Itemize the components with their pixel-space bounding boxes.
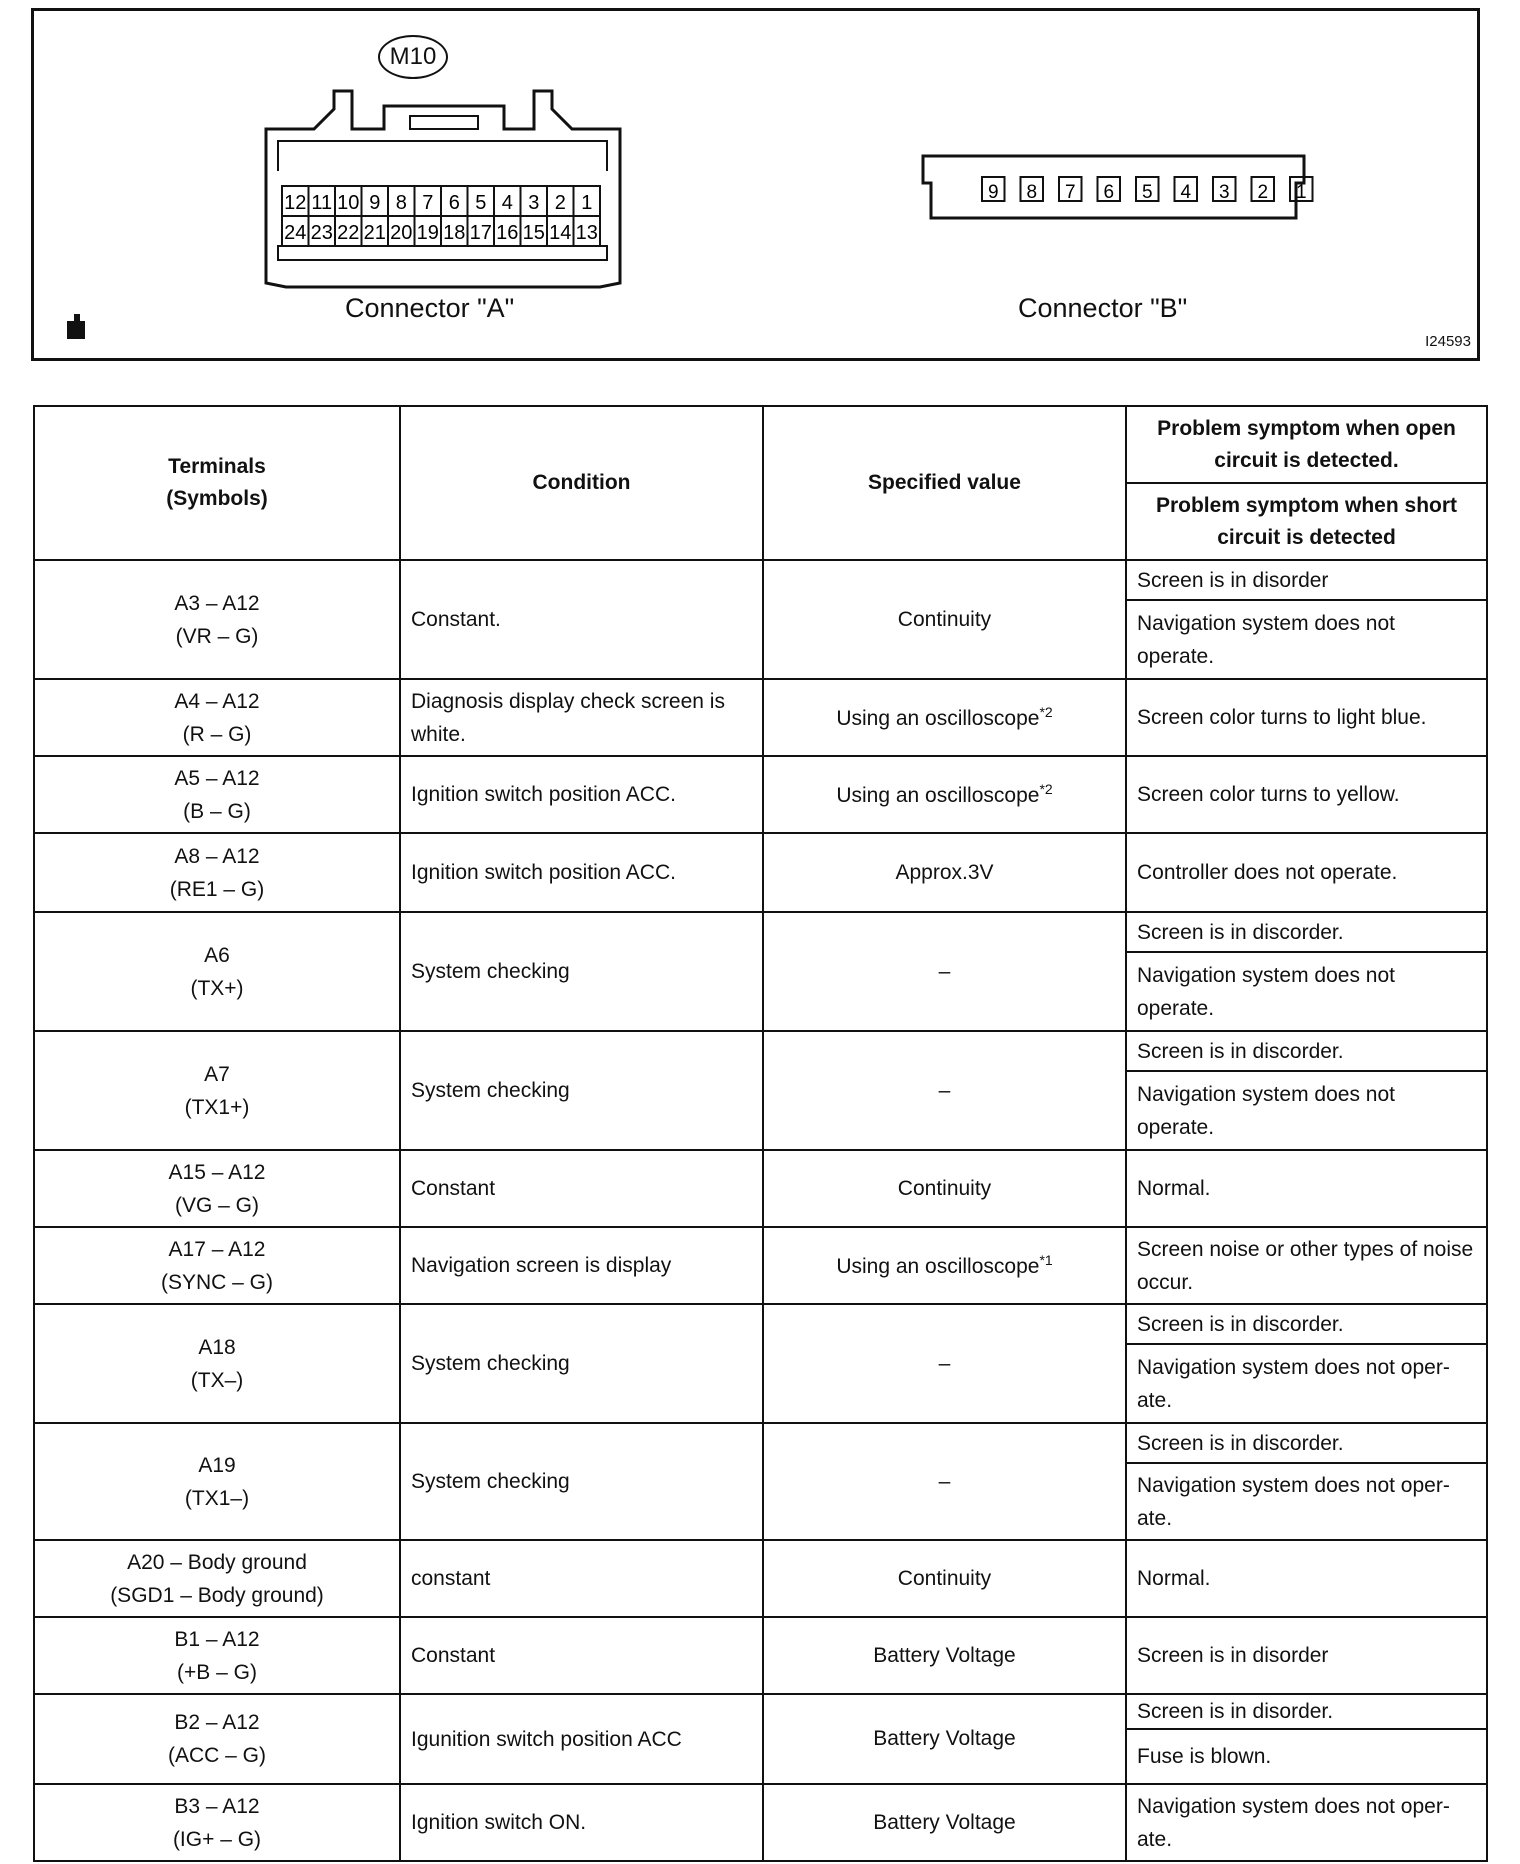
symptom-cell: Normal.	[1126, 1150, 1487, 1227]
pin-number: 2	[1257, 182, 1269, 203]
terminal-symbol: (B – G)	[183, 799, 251, 823]
symptom-cell: Screen is in discorder.	[1126, 1031, 1487, 1071]
header-terminals: Terminals (Symbols)	[34, 406, 400, 560]
pin-number: 6	[448, 192, 460, 214]
pin-number: 10	[337, 192, 360, 214]
connector-a-housing	[266, 91, 620, 287]
pin-number: 14	[549, 222, 572, 244]
terminal-cell	[34, 1617, 400, 1694]
header-specified-value: Specified value	[763, 406, 1126, 560]
pin-number: 3	[528, 192, 540, 214]
pin-number: 11	[311, 192, 333, 214]
pin-number: 1	[581, 192, 593, 214]
connector-b-label: Connector "B"	[1018, 293, 1188, 323]
value-text: –	[938, 959, 951, 983]
pin-number: 4	[501, 192, 513, 214]
terminal-id: A20 – Body ground	[127, 1550, 307, 1574]
symptom-cell: Screen is in discorder.	[1126, 1423, 1487, 1463]
terminal-id: A4 – A12	[174, 689, 260, 713]
table-row	[34, 679, 1487, 756]
header-row	[34, 406, 1487, 483]
condition-cell: Diagnosis display check screen is white.	[400, 679, 763, 756]
symptom-cell: Screen is in disorder.	[1126, 1694, 1487, 1729]
symptom-cell: Controller does not operate.	[1126, 833, 1487, 912]
pin-number: 5	[475, 192, 487, 214]
symptom-cell: Screen is in discorder.	[1126, 912, 1487, 952]
pin-number: 4	[1180, 182, 1192, 203]
terminal-id: A19	[198, 1453, 236, 1477]
pin-number: 13	[575, 222, 598, 244]
specified-value-cell	[763, 1304, 1126, 1423]
table-row	[34, 1617, 1487, 1694]
terminal-id: A7	[204, 1062, 230, 1086]
value-text: Using an oscilloscope	[836, 1255, 1040, 1278]
table-row	[34, 1694, 1487, 1729]
terminal-id: B1 – A12	[174, 1627, 260, 1651]
condition-cell: Constant	[400, 1150, 763, 1227]
table-row	[34, 833, 1487, 912]
terminal-symbol: (SYNC – G)	[160, 1270, 273, 1294]
terminal-cell	[34, 560, 400, 679]
specified-value-cell	[763, 1694, 1126, 1784]
terminal-cell	[34, 1423, 400, 1540]
footnote-mark: *2	[1039, 704, 1053, 720]
terminal-symbol: (VG – G)	[174, 1193, 259, 1217]
condition-cell: Igunition switch position ACC	[400, 1694, 763, 1784]
terminal-cell	[34, 756, 400, 833]
condition-cell: Ignition switch position ACC.	[400, 756, 763, 833]
pin-number: 7	[422, 192, 434, 214]
specified-value-cell	[763, 833, 1126, 912]
terminal-id: A5 – A12	[174, 766, 260, 790]
logo-mark-icon	[67, 314, 85, 339]
value-text: Battery Voltage	[873, 1727, 1016, 1750]
terminal-symbol: (ACC – G)	[167, 1744, 266, 1767]
terminal-cell	[34, 1150, 400, 1227]
terminal-id: A18	[198, 1335, 236, 1359]
pin-number: 16	[496, 222, 519, 244]
specified-value-cell	[763, 1031, 1126, 1150]
pin-number: 6	[1103, 182, 1115, 203]
value-text: Using an oscilloscope	[836, 707, 1040, 730]
symptom-cell: Screen is in disorder	[1126, 1617, 1487, 1694]
pin-number: 8	[395, 192, 407, 214]
condition-cell: Navigation screen is display	[400, 1227, 763, 1304]
specified-value-cell	[763, 1784, 1126, 1861]
pin-number: 9	[369, 192, 381, 214]
specified-value-cell	[763, 679, 1126, 756]
pin-number: 19	[416, 222, 439, 244]
terminal-id: A17 – A12	[168, 1237, 266, 1261]
specified-value-cell	[763, 1540, 1126, 1617]
value-text: Battery Voltage	[873, 1810, 1016, 1834]
pin-number: 15	[522, 222, 545, 244]
terminal-cell	[34, 833, 400, 912]
terminal-id: A6	[204, 943, 230, 967]
symptom-cell: Screen is in disorder	[1126, 560, 1487, 600]
symptom-cell: Screen is in discorder.	[1126, 1304, 1487, 1344]
condition-cell: constant	[400, 1540, 763, 1617]
condition-cell: Constant	[400, 1617, 763, 1694]
condition-cell: System checking	[400, 912, 763, 1031]
value-text: Battery Voltage	[873, 1643, 1016, 1667]
connector-drawings	[34, 11, 1477, 358]
table-row	[34, 1150, 1487, 1227]
connector-code-badge: M10	[378, 35, 448, 79]
terminal-id: B2 – A12	[174, 1711, 260, 1734]
pin-number: 12	[284, 192, 307, 214]
symptom-cell: Navigation system does not operate.	[1126, 600, 1487, 679]
pin-number: 2	[554, 192, 566, 214]
terminal-cell	[34, 1694, 400, 1784]
table-row	[34, 1784, 1487, 1861]
specified-value-cell	[763, 756, 1126, 833]
symptom-cell: Normal.	[1126, 1540, 1487, 1617]
pin-number: 8	[1026, 182, 1038, 203]
terminal-symbol: (VR – G)	[175, 624, 259, 648]
pin-number: 17	[469, 222, 492, 244]
symptom-cell: Fuse is blown.	[1126, 1729, 1487, 1784]
symptom-cell: Navigation system does not oper- ate.	[1126, 1344, 1487, 1423]
pin-number: 7	[1064, 182, 1076, 203]
condition-cell: System checking	[400, 1423, 763, 1540]
terminal-id: B3 – A12	[174, 1794, 260, 1818]
pin-number: 23	[310, 222, 333, 244]
value-text: Continuity	[897, 607, 992, 631]
terminal-spec-table	[33, 405, 1488, 1862]
table-row	[34, 1540, 1487, 1617]
terminal-cell	[34, 912, 400, 1031]
table-row	[34, 912, 1487, 952]
connector-a-label: Connector "A"	[345, 293, 515, 323]
specified-value-cell	[763, 1423, 1126, 1540]
terminal-symbol: (TX1–)	[184, 1486, 250, 1510]
terminal-cell	[34, 1540, 400, 1617]
figure-id: I24593	[1425, 333, 1471, 350]
pin-number: 22	[337, 222, 360, 244]
specified-value-cell	[763, 912, 1126, 1031]
pin-number: 1	[1295, 182, 1307, 203]
terminal-cell	[34, 1227, 400, 1304]
specified-value-cell	[763, 560, 1126, 679]
pin-number: 9	[987, 182, 999, 203]
pin-number: 21	[363, 222, 386, 244]
terminal-cell	[34, 679, 400, 756]
terminal-symbol: (TX–)	[190, 1368, 244, 1392]
terminal-symbol: (RE1 – G)	[169, 877, 265, 901]
header-open-symptom: Problem symptom when open circuit is detected.	[1126, 406, 1487, 483]
terminal-id: A15 – A12	[168, 1160, 266, 1184]
condition-cell: Constant.	[400, 560, 763, 679]
table-row	[34, 1423, 1487, 1463]
specified-value-cell	[763, 1617, 1126, 1694]
pin-number: 3	[1218, 182, 1230, 203]
value-text: –	[938, 1078, 951, 1102]
value-text: –	[938, 1469, 951, 1493]
terminal-symbol: (TX1+)	[184, 1095, 250, 1119]
value-text: –	[938, 1351, 951, 1375]
terminal-id: A3 – A12	[174, 591, 260, 615]
terminal-symbol: (IG+ – G)	[172, 1827, 262, 1851]
table-row	[34, 560, 1487, 600]
specified-value-cell	[763, 1227, 1126, 1304]
value-text: Continuity	[897, 1176, 992, 1200]
header-short-symptom: Problem symptom when short circuit is detected	[1126, 483, 1487, 560]
symptom-cell: Screen color turns to yellow.	[1126, 756, 1487, 833]
symptom-cell: Navigation system does not operate.	[1126, 1071, 1487, 1150]
connector-diagram	[31, 8, 1480, 361]
symptom-cell: Navigation system does not oper- ate.	[1126, 1463, 1487, 1540]
footnote-mark: *1	[1039, 1252, 1053, 1268]
pin-number: 24	[284, 222, 307, 244]
terminal-symbol: (R – G)	[182, 722, 252, 746]
condition-cell: Ignition switch position ACC.	[400, 833, 763, 912]
table-row	[34, 1031, 1487, 1071]
specified-value-cell	[763, 1150, 1126, 1227]
value-text: Using an oscilloscope	[836, 784, 1040, 807]
pin-number: 5	[1141, 182, 1153, 203]
footnote-mark: *2	[1039, 781, 1053, 797]
symptom-cell: Screen color turns to light blue.	[1126, 679, 1487, 756]
terminal-cell	[34, 1304, 400, 1423]
value-text: Approx.3V	[895, 860, 994, 884]
terminal-id: A8 – A12	[174, 844, 260, 868]
pin-number: 20	[390, 222, 413, 244]
terminal-cell	[34, 1784, 400, 1861]
symptom-cell: Screen noise or other types of noise occur.	[1126, 1227, 1487, 1304]
table-row	[34, 1227, 1487, 1304]
symptom-cell: Navigation system does not operate.	[1126, 952, 1487, 1031]
table-row	[34, 756, 1487, 833]
condition-cell: System checking	[400, 1031, 763, 1150]
terminal-symbol: (SGD1 – Body ground)	[110, 1583, 324, 1607]
condition-cell: System checking	[400, 1304, 763, 1423]
terminal-symbol: (+B – G)	[177, 1660, 257, 1684]
terminal-symbol: (TX+)	[190, 976, 244, 1000]
table-row	[34, 1304, 1487, 1344]
pin-number: 18	[443, 222, 466, 244]
value-text: Continuity	[897, 1566, 992, 1590]
symptom-cell: Navigation system does not oper- ate.	[1126, 1784, 1487, 1861]
terminal-cell	[34, 1031, 400, 1150]
condition-cell: Ignition switch ON.	[400, 1784, 763, 1861]
header-condition: Condition	[400, 406, 763, 560]
